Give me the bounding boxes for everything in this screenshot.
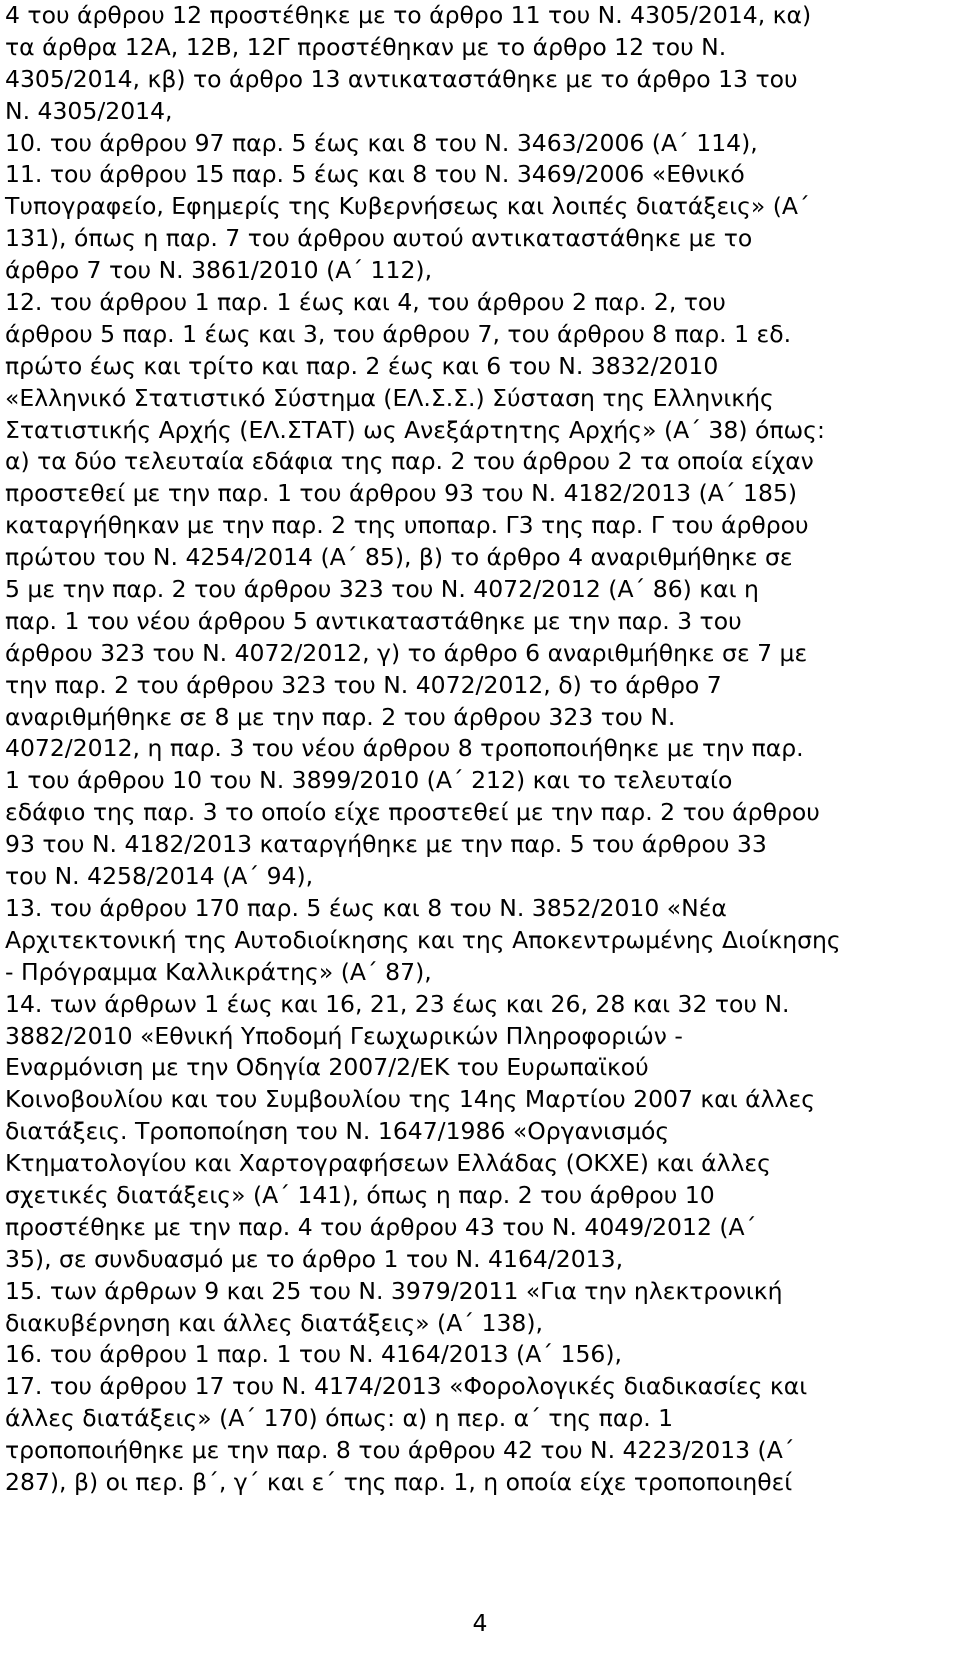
text-line: 4 του άρθρου 12 προστέθηκε με το άρθρο 11 του Ν. 4305/2014, κα): [5, 1, 812, 29]
text-line: πρώτο έως και τρίτο και παρ. 2 έως και 6 του Ν. 3832/2010: [5, 351, 719, 380]
text-line: Ν. 4305/2014,: [5, 96, 173, 125]
text-line: διακυβέρνηση και άλλες διατάξεις» (Α΄ 138),: [5, 1308, 544, 1337]
text-line: προστέθηκε με την παρ. 4 του άρθρου 43 του Ν. 4049/2012 (Α΄: [5, 1212, 757, 1241]
text-line: 3882/2010 «Εθνική Υποδομή Γεωχωρικών Πληροφοριών -: [5, 1021, 683, 1050]
text-line: 287), β) οι περ. β΄, γ΄ και ε΄ της παρ. 1, η οποία είχε τροποποιηθεί: [5, 1467, 793, 1496]
text-line: Τυπογραφείο, Εφημερίς της Κυβερνήσεως και λοιπές διατάξεις» (Α΄: [5, 192, 810, 221]
text-line: 5 με την παρ. 2 του άρθρου 323 του Ν. 4072/2012 (Α΄ 86) και η: [5, 575, 759, 604]
text-line: Αρχιτεκτονική της Αυτοδιοίκησης και της Αποκεντρωμένης Διοίκησης: [5, 925, 841, 954]
text-line: 35), σε συνδυασμό με το άρθρο 1 του Ν. 4164/2013,: [5, 1244, 624, 1273]
text-line: 14. των άρθρων 1 έως και 16, 21, 23 έως και 26, 28 και 32 του Ν.: [5, 989, 790, 1018]
text-line: τα άρθρα 12Α, 12Β, 12Γ προστέθηκαν με το άρθρο 12 του Ν.: [5, 32, 727, 61]
text-line: τροποποιήθηκε με την παρ. 8 του άρθρου 42 του Ν. 4223/2013 (Α΄: [5, 1436, 795, 1465]
text-line: 10. του άρθρου 97 παρ. 5 έως και 8 του Ν. 3463/2006 (Α΄ 114),: [5, 128, 758, 157]
text-line: άρθρο 7 του Ν. 3861/2010 (Α΄ 112),: [5, 256, 433, 285]
text-line: άλλες διατάξεις» (Α΄ 170) όπως: α) η περ. α΄ της παρ. 1: [5, 1404, 674, 1433]
text-line: 93 του Ν. 4182/2013 καταργήθηκε με την παρ. 5 του άρθρου 33: [5, 830, 767, 859]
text-line: 1 του άρθρου 10 του Ν. 3899/2010 (Α΄ 212) και το τελευταίο: [5, 766, 733, 795]
text-line: καταργήθηκαν με την παρ. 2 της υποπαρ. Γ3 της παρ. Γ του άρθρου: [5, 511, 809, 540]
text-line: σχετικές διατάξεις» (Α΄ 141), όπως η παρ. 2 του άρθρου 10: [5, 1180, 715, 1209]
text-line: 17. του άρθρου 17 του Ν. 4174/2013 «Φορολογικές διαδικασίες και: [5, 1372, 808, 1401]
text-line: 131), όπως η παρ. 7 του άρθρου αυτού αντικαταστάθηκε με το: [5, 224, 753, 253]
text-line: Στατιστικής Αρχής (ΕΛ.ΣΤΑΤ) ως Ανεξάρτητης Αρχής» (Α΄ 38) όπως:: [5, 415, 825, 444]
text-line: Κοινοβουλίου και του Συμβουλίου της 14ης Μαρτίου 2007 και άλλες: [5, 1085, 815, 1114]
text-line: Κτηματολογίου και Χαρτογραφήσεων Ελλάδας (ΟΚΧΕ) και άλλες: [5, 1149, 771, 1178]
body-text: [5, 0, 955, 1499]
text-line: προστεθεί με την παρ. 1 του άρθρου 93 του Ν. 4182/2013 (Α΄ 185): [5, 479, 798, 508]
text-line: την παρ. 2 του άρθρου 323 του Ν. 4072/2012, δ) το άρθρο 7: [5, 670, 722, 699]
text-line: εδάφιο της παρ. 3 το οποίο είχε προστεθεί με την παρ. 2 του άρθρου: [5, 798, 820, 827]
text-line: πρώτου του Ν. 4254/2014 (Α΄ 85), β) το άρθρο 4 αναριθμήθηκε σε: [5, 543, 793, 572]
text-line: 13. του άρθρου 170 παρ. 5 έως και 8 του Ν. 3852/2010 «Νέα: [5, 893, 727, 922]
text-line: διατάξεις. Τροποποίηση του Ν. 1647/1986 «Οργανισμός: [5, 1117, 670, 1146]
text-line: Εναρμόνιση με την Οδηγία 2007/2/ΕΚ του Ευρωπαϊκού: [5, 1053, 649, 1082]
text-line: α) τα δύο τελευταία εδάφια της παρ. 2 του άρθρου 2 τα οποία είχαν: [5, 447, 814, 476]
text-line: άρθρου 5 παρ. 1 έως και 3, του άρθρου 7, του άρθρου 8 παρ. 1 εδ.: [5, 319, 792, 348]
text-line: 16. του άρθρου 1 παρ. 1 του Ν. 4164/2013 (Α΄ 156),: [5, 1340, 622, 1369]
text-line: 12. του άρθρου 1 παρ. 1 έως και 4, του άρθρου 2 παρ. 2, του: [5, 288, 726, 317]
text-line: 4305/2014, κβ) το άρθρο 13 αντικαταστάθηκε με το άρθρο 13 του: [5, 64, 798, 93]
text-line: του Ν. 4258/2014 (Α΄ 94),: [5, 862, 314, 891]
text-line: 15. των άρθρων 9 και 25 του Ν. 3979/2011 «Για την ηλεκτρονική: [5, 1276, 783, 1305]
page-number: 4: [472, 1609, 488, 1637]
text-line: 11. του άρθρου 15 παρ. 5 έως και 8 του Ν. 3469/2006 «Εθνικό: [5, 160, 745, 189]
text-line: «Ελληνικό Στατιστικό Σύστημα (ΕΛ.Σ.Σ.) Σύσταση της Ελληνικής: [5, 383, 774, 412]
text-line: παρ. 1 του νέου άρθρου 5 αντικαταστάθηκε με την παρ. 3 του: [5, 606, 742, 635]
text-line: άρθρου 323 του Ν. 4072/2012, γ) το άρθρο 6 αναριθμήθηκε σε 7 με: [5, 638, 808, 667]
text-line: αναριθμήθηκε σε 8 με την παρ. 2 του άρθρου 323 του Ν.: [5, 702, 676, 731]
text-line: - Πρόγραμμα Καλλικράτης» (Α΄ 87),: [5, 957, 432, 986]
text-line: 4072/2012, η παρ. 3 του νέου άρθρου 8 τροποποιήθηκε με την παρ.: [5, 734, 804, 763]
